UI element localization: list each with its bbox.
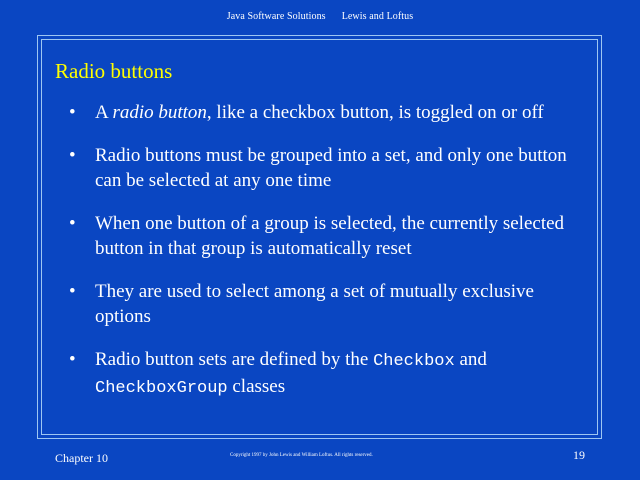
bullet-text: When one button of a group is selected, the currently selected button in that group is automatically reset <box>95 213 565 259</box>
chapter-label: Chapter 10 <box>55 451 108 465</box>
bullet-item <box>69 100 579 125</box>
bullet-dot: • <box>69 349 76 370</box>
bullet-text-suffix: classes <box>227 376 286 397</box>
bullet-text: They are used to select among a set of mutually exclusive options <box>95 281 534 327</box>
code-checkbox: Checkbox <box>373 352 455 371</box>
bullet-item <box>69 347 579 401</box>
bullet-dot: • <box>69 281 76 302</box>
bullet-dot: • <box>69 102 76 123</box>
bullet-item <box>69 279 579 329</box>
authors: Lewis and Loftus <box>341 11 414 22</box>
bullet-item <box>69 211 579 261</box>
bullet-dot: • <box>69 145 76 166</box>
slide-header <box>0 11 640 22</box>
copyright-notice: Copyright 1997 by John Lewis and William Loftus. All rights reserved. <box>230 453 373 458</box>
bullet-text-suffix: , like a checkbox button, is toggled on or off <box>206 102 544 123</box>
code-checkboxgroup: CheckboxGroup <box>95 379 228 398</box>
bullet-list <box>69 100 579 419</box>
bullet-text-middle: and <box>454 349 487 370</box>
bullet-dot: • <box>69 213 76 234</box>
bullet-item <box>69 143 579 193</box>
bullet-emphasis: radio button <box>112 102 207 123</box>
book-title: Java Software Solutions <box>226 11 326 22</box>
bullet-text-prefix: Radio button sets are defined by the <box>95 349 374 370</box>
bullet-text-prefix: A <box>95 102 113 123</box>
page-number: 19 <box>573 448 585 462</box>
bullet-text: Radio buttons must be grouped into a set, and only one button can be selected at any one time <box>95 145 567 191</box>
slide-title: Radio buttons <box>55 59 173 83</box>
